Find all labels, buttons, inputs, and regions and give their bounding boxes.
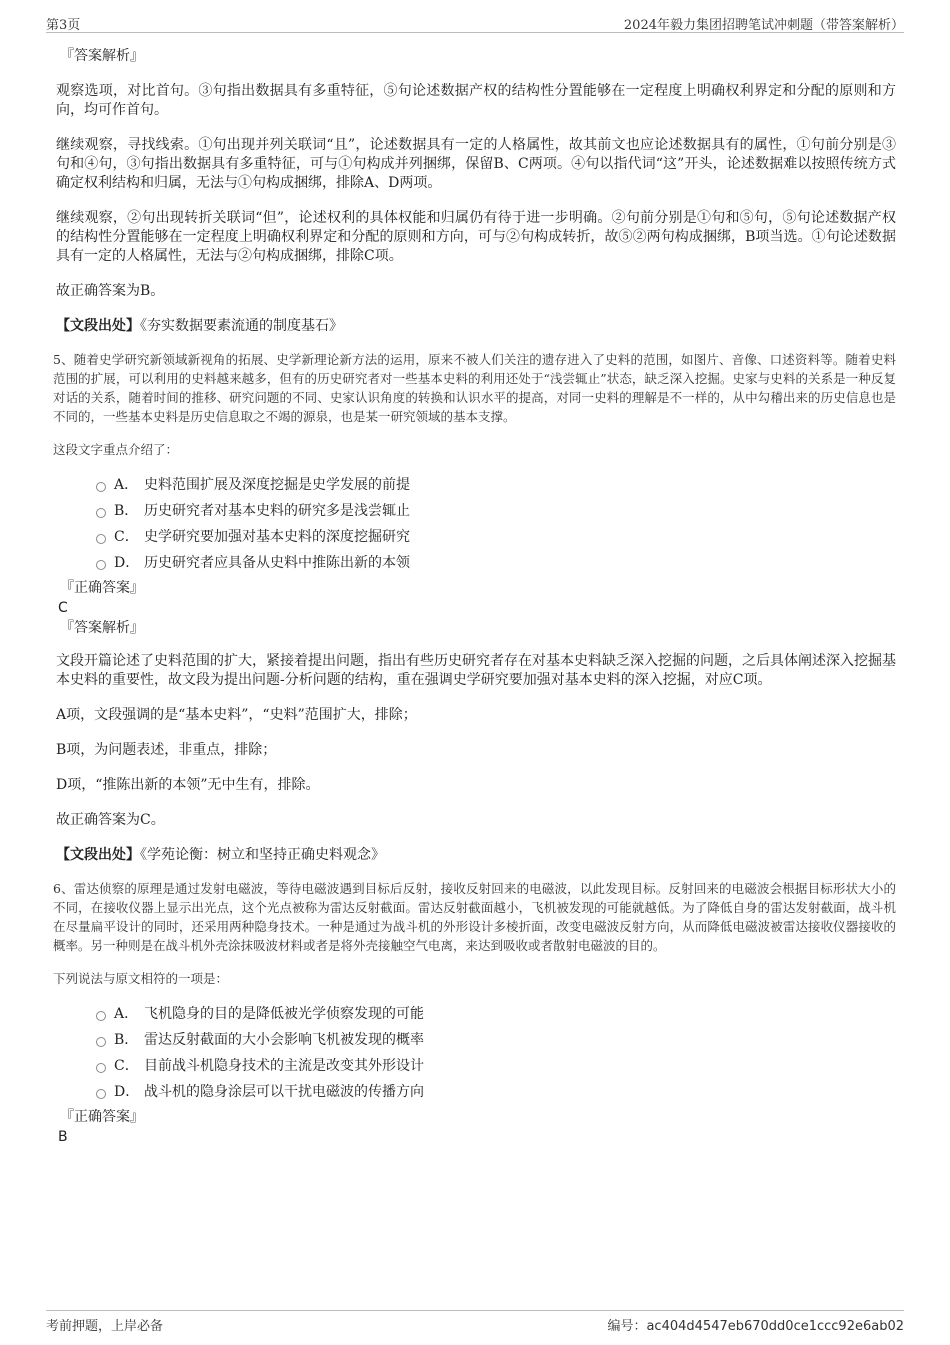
q5-option-b[interactable]: B． 历史研究者对基本史料的研究多是浅尝辄止 xyxy=(96,498,896,524)
q4-conclusion: 故正确答案为B。 xyxy=(56,283,165,299)
page-content xyxy=(53,44,896,1147)
q5-options xyxy=(96,472,896,576)
q6-option-d[interactable]: D． 战斗机的隐身涂层可以干扰电磁波的传播方向 xyxy=(96,1079,896,1105)
radio-icon[interactable] xyxy=(96,560,106,570)
source-title: 《学苑论衡：树立和坚持正确史料观念》 xyxy=(140,847,385,863)
q5-analysis-para: A项，文段强调的是“基本史料”，“史料”范围扩大，排除； xyxy=(56,707,417,723)
q5-analysis-label: 『答案解析』 xyxy=(60,620,144,636)
q4-analysis-para: 继续观察，②句出现转折关联词“但”，论述权利的具体权能和归属仍有待于进一步明确。②句前分别是①句和⑤句，⑤句论述数据产权的结构性分置能够在一定程度上明确权利界定和分配的原则和方向，可与②句构成转折，故⑤②两句构成捆绑，B项当选。①句论述数据具有一定的人格属性，无法与②句构成捆绑，排除C项。 xyxy=(56,210,896,264)
q5-passage: 5、随着史学研究新领域新视角的拓展、史学新理论新方法的运用，原来不被人们关注的遗存进入了史料的范围，如图片、音像、口述资料等。随着史料范围的扩展，可以利用的史料越来越多，但有的历史研究者对一些基本史料的利用还处于“浅尝辄止”状态，缺乏深入挖掘。史家与史料的关系是一种反复对话的关系，随着时间的推移、研究问题的不同、史家认识角度的转换和认识水平的提高，对同一史料的理解是不一样的，从中勾稽出来的历史信息也是不同的，一些基本史料是历史信息取之不竭的源泉，也是某一研究领域的基本支撑。 xyxy=(53,352,896,424)
q5-question: 这段文字重点介绍了： xyxy=(53,442,179,457)
q5-answer-label: 『正确答案』 xyxy=(60,580,144,596)
footer-slogan: 考前押题，上岸必备 xyxy=(46,1319,164,1334)
q5-option-d[interactable]: D． 历史研究者应具备从史料中推陈出新的本领 xyxy=(96,550,896,576)
q6-answer: B xyxy=(58,1129,68,1145)
q6-answer-label: 『正确答案』 xyxy=(60,1109,144,1125)
radio-icon[interactable] xyxy=(96,1063,106,1073)
radio-icon[interactable] xyxy=(96,482,106,492)
q5-option-c[interactable]: C． 史学研究要加强对基本史料的深度挖掘研究 xyxy=(96,524,896,550)
radio-icon[interactable] xyxy=(96,508,106,518)
q6-passage: 6、雷达侦察的原理是通过发射电磁波，等待电磁波遇到目标后反射，接收反射回来的电磁波，以此发现目标。反射回来的电磁波会根据目标形状大小的不同，在接收仪器上显示出光点，这个光点被称为雷达反射截面。雷达反射截面越小，飞机被发现的可能就越低。为了降低自身的雷达发射截面，战斗机在尽量扁平设计的同时，还采用两种隐身技术。一种是通过为战斗机的外形设计多棱折面，改变电磁波反射方向，从而降低电磁波被雷达接收仪器接收的概率。另一种则是在战斗机外壳涂抹吸波材料或者是将外壳接触空气电离，来达到吸收或者散射电磁波的目的。 xyxy=(53,881,896,953)
radio-icon[interactable] xyxy=(96,1037,106,1047)
q6-option-c[interactable]: C． 目前战斗机隐身技术的主流是改变其外形设计 xyxy=(96,1053,896,1079)
q5-analysis-para: 文段开篇论述了史料范围的扩大，紧接着提出问题，指出有些历史研究者存在对基本史料缺乏深入挖掘的问题，之后具体阐述深入挖掘基本史料的重要性，故文段为提出问题-分析问题的结构，重在强调史学研究要加强对基本史料的深入挖掘，对应C项。 xyxy=(56,653,896,688)
q6-option-a[interactable]: A． 飞机隐身的目的是降低被光学侦察发现的可能 xyxy=(96,1001,896,1027)
q6-question: 下列说法与原文相符的一项是： xyxy=(53,971,229,986)
q5-analysis-para: B项，为问题表述，非重点，排除； xyxy=(56,742,277,758)
page-header xyxy=(46,12,904,33)
radio-icon[interactable] xyxy=(96,534,106,544)
q4-analysis-para: 继续观察，寻找线索。①句出现并列关联词“且”，论述数据具有一定的人格属性，故其前文也应论述数据具有的属性，①句前分别是③句和④句，③句指出数据具有多重特征，可与①句构成并列捆绑，保留B、C两项。④句以指代词“这”开头，论述数据难以按照传统方式确定权利结构和归属，无法与①句构成捆绑，排除A、D两项。 xyxy=(56,137,896,191)
q4-analysis-label: 『答案解析』 xyxy=(60,48,144,64)
q4-source xyxy=(56,317,896,336)
source-label: 【文段出处】 xyxy=(56,847,140,863)
radio-icon[interactable] xyxy=(96,1011,106,1021)
radio-icon[interactable] xyxy=(96,1089,106,1099)
q6-option-b[interactable]: B． 雷达反射截面的大小会影响飞机被发现的概率 xyxy=(96,1027,896,1053)
q6-options xyxy=(96,1001,896,1105)
page-footer xyxy=(46,1310,904,1333)
q4-analysis-para: 观察选项，对比首句。③句指出数据具有多重特征，⑤句论述数据产权的结构性分置能够在一定程度上明确权利界定和分配的原则和方向，均可作首句。 xyxy=(56,83,896,118)
page-number: 第3页 xyxy=(46,18,81,33)
q5-conclusion: 故正确答案为C。 xyxy=(56,812,165,828)
q5-analysis-para: D项，“推陈出新的本领”无中生有，排除。 xyxy=(56,777,320,793)
q5-answer: C xyxy=(58,600,68,616)
document-title: 2024年毅力集团招聘笔试冲刺题（带答案解析） xyxy=(623,18,904,33)
q5-option-a[interactable]: A． 史料范围扩展及深度挖掘是史学发展的前提 xyxy=(96,472,896,498)
document-id: 编号：ac404d4547eb670dd0ce1ccc92e6ab02 xyxy=(607,1319,904,1334)
q5-source xyxy=(56,846,896,865)
source-label: 【文段出处】 xyxy=(56,318,140,334)
source-title: 《夯实数据要素流通的制度基石》 xyxy=(140,318,343,334)
